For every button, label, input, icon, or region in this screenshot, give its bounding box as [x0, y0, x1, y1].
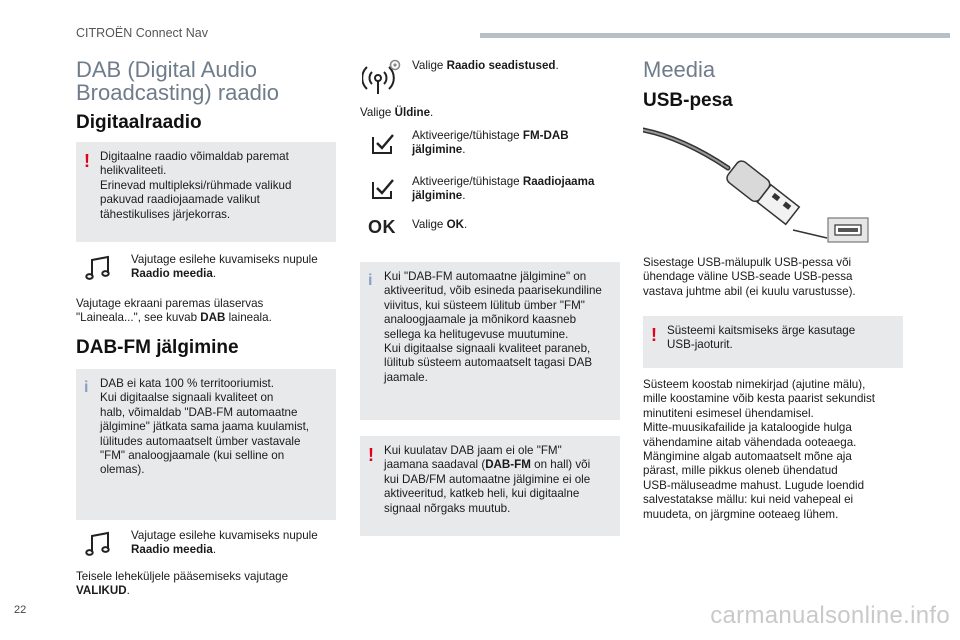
- bold-label: VALIKUD: [76, 584, 127, 598]
- bold-label: Raadio meedia: [131, 267, 213, 281]
- text-end: .: [126, 584, 130, 598]
- text-line: Mängimine algab automaatselt mõne aja: [643, 450, 852, 464]
- warning-icon: !: [651, 325, 657, 345]
- warning-icon: !: [84, 151, 90, 171]
- step-station-tracking: [412, 175, 622, 204]
- text-line: Kui kuulatav DAB jaam ei ole "FM": [384, 444, 562, 457]
- music-note-icon: [84, 254, 114, 284]
- page-title: [76, 58, 279, 104]
- text-end: .: [463, 218, 468, 231]
- music-note-icon: [84, 530, 114, 560]
- page-title-line2: Broadcasting) raadio: [76, 80, 280, 105]
- step-radio-settings: [412, 59, 622, 73]
- text-line: USB-mäluseadme mahust. Lugude loendid: [643, 478, 865, 492]
- text-line: olemas).: [100, 463, 145, 477]
- text-line: lülitub süsteem automaatselt tagasi DAB: [384, 356, 593, 370]
- text-line: Kui "DAB-FM automaatne jälgimine" on: [384, 270, 587, 283]
- warning-text: [100, 150, 326, 222]
- text-end: .: [212, 543, 217, 557]
- page-header-brand: CITROËN Connect Nav: [76, 26, 208, 40]
- section-title-media: Meedia: [643, 57, 716, 82]
- warning-icon: !: [368, 445, 374, 465]
- text-span: "Laineala...", see kuvab: [76, 311, 201, 325]
- text-line: analoogjaamale ja mõnikord kaasneb: [384, 313, 577, 327]
- text-line: muudeta, on järgmine ooteaeg lühem.: [643, 507, 839, 521]
- warning-box-digital: [76, 142, 336, 242]
- step-select-ok: [412, 218, 622, 232]
- text-line: Vajutage esilehe kuvamiseks nupule: [131, 253, 318, 266]
- para-system-lists: [643, 378, 905, 522]
- bold-label: FM-DAB: [522, 129, 569, 142]
- section-usb: USB-pesa: [643, 90, 733, 111]
- text-line: signaal nõrgaks muutub.: [384, 501, 511, 515]
- step-radio-media-1: [131, 253, 341, 282]
- text-line: salvestatakse mällu: kui neid vahepeal ei: [643, 493, 854, 507]
- bold-label: OK: [446, 218, 464, 231]
- text-line: aktiveeritud, katkeb heli, kui digitaalne: [384, 487, 580, 501]
- text-end: .: [212, 267, 217, 281]
- ok-icon: OK: [368, 217, 396, 237]
- bold-label: Raadio seadistused: [446, 59, 556, 72]
- info-text: [384, 270, 610, 385]
- text-line: Vajutage esilehe kuvamiseks nupule: [131, 529, 318, 542]
- page-number: 22: [14, 604, 27, 616]
- bold-label: jälgimine: [412, 189, 463, 203]
- text-line: mille koostamine võib kesta paarist sekundist: [643, 392, 875, 406]
- text-span: Aktiveerige/tühistage: [412, 175, 523, 188]
- text-line: aktiveeritud, võib esineda paarisekundiline: [384, 284, 602, 298]
- page-title-line1: DAB (Digital Audio: [76, 57, 257, 82]
- text-line: jaamale.: [384, 370, 428, 384]
- para-band: [76, 297, 338, 326]
- text-span: Valige: [360, 106, 395, 119]
- text-span: on hall) või: [530, 458, 591, 472]
- warning-text: [384, 444, 610, 516]
- warning-text: [667, 324, 893, 353]
- info-box-dab-coverage: [76, 369, 336, 520]
- section-dab-fm: DAB-FM jälgimine: [76, 337, 239, 358]
- text-line: Erinevad multipleksi/rühmade valikud: [100, 178, 292, 192]
- usb-illustration: [643, 120, 873, 250]
- bold-label: DAB-FM: [485, 458, 531, 472]
- bold-label: Raadiojaama: [522, 175, 595, 188]
- text-line: lülitudes automaatselt ümber vastavale: [100, 434, 301, 448]
- warning-box-signal-loss: [360, 436, 620, 536]
- text-span: Valige: [412, 218, 447, 231]
- text-line: pärast, mille pikkus oleneb ühendatud: [643, 464, 838, 478]
- section-digital-radio: Digitaalraadio: [76, 112, 202, 133]
- text-line: Teisele leheküljele pääsemiseks vajutage: [76, 570, 289, 583]
- step-fm-dab-tracking: [412, 129, 622, 158]
- text-line: Digitaalne raadio võimaldab paremat: [100, 150, 289, 163]
- watermark: carmanualsonline.info: [710, 602, 950, 629]
- text-line: Kui digitaalse signaali kvaliteet paraneb,: [384, 342, 591, 356]
- info-box-dab-fm-delay: [360, 262, 620, 420]
- header-bar: [480, 33, 950, 38]
- text-line: minutiteni esimesel ühendamisel.: [643, 406, 814, 420]
- bold-label: DAB: [200, 311, 226, 325]
- warning-box-usb-hub: [643, 316, 903, 368]
- info-text: [100, 377, 326, 478]
- text-line: Sisestage USB-mälupulk USB-pessa või: [643, 256, 852, 269]
- text-line: sellega ka helitugevuse muutumine.: [384, 327, 569, 341]
- checkbox-check-icon: [370, 177, 396, 201]
- para-usb-insert: [643, 256, 905, 299]
- text-line: tähestikulises järjekorras.: [100, 207, 231, 221]
- text-span: jaamana saadaval (: [384, 458, 486, 472]
- text-span: Aktiveerige/tühistage: [412, 129, 523, 142]
- step-radio-media-2: [131, 529, 341, 558]
- text-line: halb, võimaldab "DAB-FM automaatne: [100, 405, 298, 419]
- text-span: Valige: [412, 59, 447, 72]
- text-span: laineala.: [225, 311, 272, 325]
- text-line: DAB ei kata 100 % territooriumist.: [100, 377, 274, 390]
- bold-label: Üldine: [394, 106, 431, 119]
- text-line: Süsteem koostab nimekirjad (ajutine mälu),: [643, 378, 866, 391]
- text-line: helikvaliteeti.: [100, 164, 167, 178]
- bold-label: jälgimine: [412, 143, 463, 157]
- text-end: .: [430, 106, 434, 119]
- text-line: jälgimine" jätkata sama jaama kuulamist,: [100, 420, 310, 434]
- text-line: vastava juhtme abil (ei kuulu varustusse).: [643, 284, 856, 298]
- info-icon: i: [84, 379, 89, 396]
- text-end: .: [462, 189, 466, 203]
- text-line: USB-jaoturit.: [667, 338, 733, 352]
- text-line: "FM" analoogjaamale (kui selline on: [100, 449, 285, 463]
- text-line: Vajutage ekraani paremas ülaservas: [76, 297, 264, 310]
- checkbox-check-icon: [370, 132, 396, 156]
- text-line: Kui digitaalse signaali kvaliteet on: [100, 391, 274, 405]
- text-line: pakuvad raadiojaamade valikut: [100, 193, 260, 207]
- bold-label: Raadio meedia: [131, 543, 213, 557]
- text-end: .: [555, 59, 559, 72]
- text-line: vähendamine aitab vähendada ooteaega.: [643, 435, 857, 449]
- radio-settings-icon: [362, 56, 404, 96]
- info-icon: i: [368, 272, 373, 289]
- text-end: .: [462, 143, 466, 157]
- text-line: viivitus, kui süsteem lülitub ümber "FM": [384, 298, 585, 312]
- text-line: Mitte-muusikafailide ja kataloogide hulga: [643, 421, 852, 435]
- para-options: [76, 570, 338, 599]
- text-line: Süsteemi kaitsmiseks ärge kasutage: [667, 324, 856, 337]
- para-general: [360, 106, 622, 120]
- text-line: kui DAB/FM automaatne jälgimine ei ole: [384, 472, 591, 486]
- text-line: ühendage väline USB-seade USB-pessa: [643, 270, 853, 284]
